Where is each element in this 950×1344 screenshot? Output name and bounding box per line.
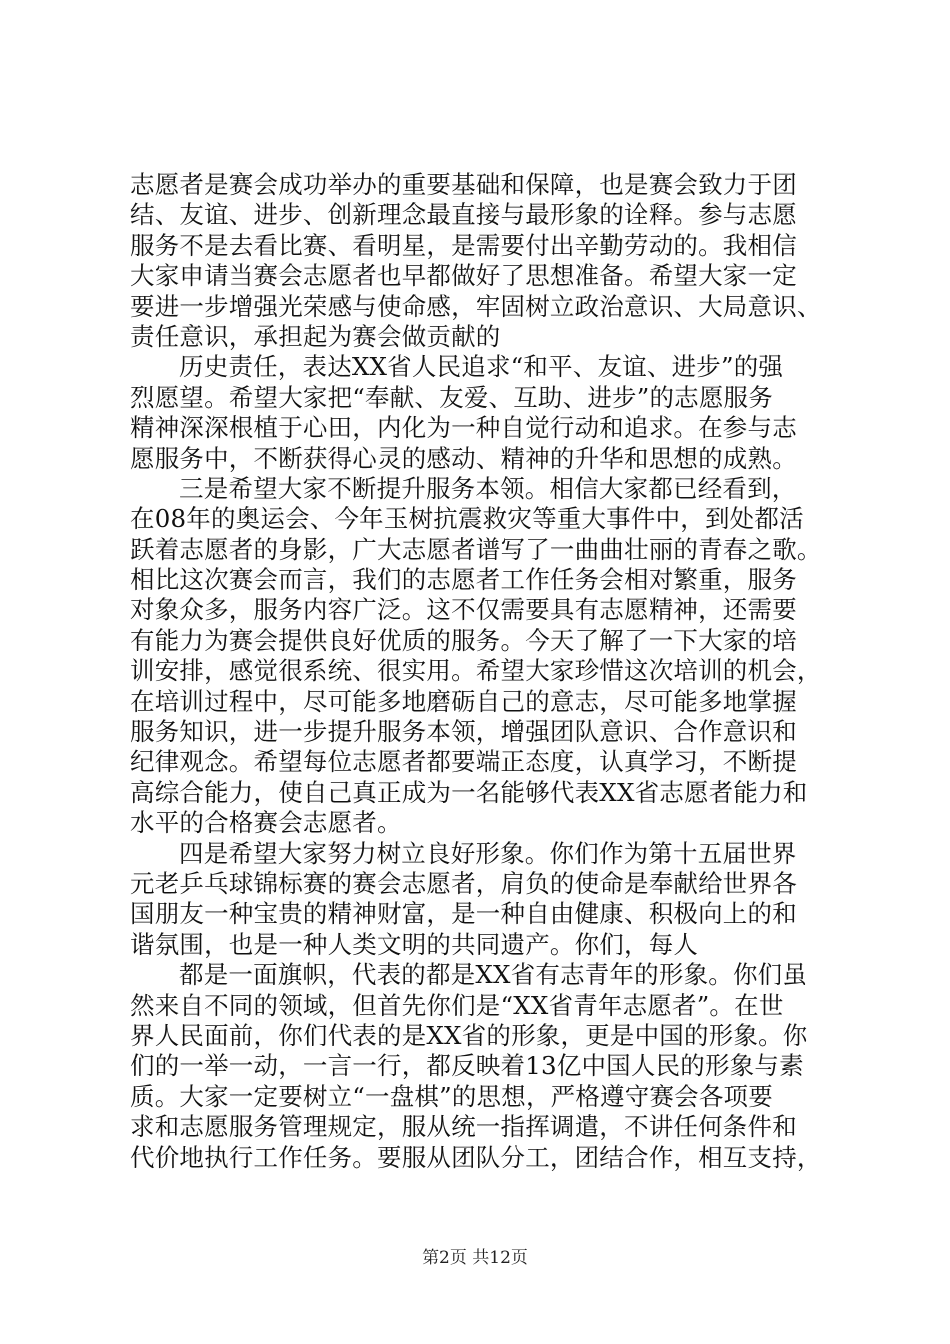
text-line: 代价地执行工作任务。要服从团队分工，团结合作，相互支持， [130,1142,822,1172]
text-line: 高综合能力，使自己真正成为一名能够代表XX省志愿者能力和 [130,777,808,807]
text-line: 精神深深根植于心田，内化为一种自觉行动和追求。在参与志 [130,413,797,443]
text-line: 三是希望大家不断提升服务本领。相信大家都已经看到， [179,473,797,503]
text-line: 纪律观念。希望每位志愿者都要端正态度，认真学习，不断提 [130,747,797,777]
page-number-footer: 第2页 共12页 [422,1248,528,1268]
text-line: 服务知识，进一步提升服务本领，增强团队意识、合作意识和 [130,717,797,747]
text-line: 相比这次赛会而言，我们的志愿者工作任务会相对繁重，服务 [130,565,797,595]
document-body [130,170,830,1173]
text-line: 服务不是去看比赛、看明星，是需要付出辛勤劳动的。我相信 [130,230,797,260]
text-line: 要进一步增强光荣感与使命感，牢固树立政治意识、大局意识、 [130,291,822,321]
text-line: 跃着志愿者的身影，广大志愿者谱写了一曲曲壮丽的青春之歌。 [130,534,822,564]
text-line: 谐氛围，也是一种人类文明的共同遗产。你们，每人 [130,929,699,959]
text-line: 然来自不同的领域，但首先你们是“XX省青年志愿者”。在世 [130,990,784,1020]
text-line: 结、友谊、进步、创新理念最直接与最形象的诠释。参与志愿 [130,200,797,230]
text-line: 界人民面前，你们代表的是XX省的形象，更是中国的形象。你 [130,1020,808,1050]
text-line: 质。大家一定要树立“一盘棋”的思想，严格遵守赛会各项要 [130,1081,773,1111]
text-line: 在培训过程中，尽可能多地磨砺自己的意志，尽可能多地掌握 [130,686,797,716]
text-line: 历史责任，表达XX省人民追求“和平、友谊、进步”的强 [179,352,784,382]
text-line: 求和志愿服务管理规定，服从统一指挥调遣，不讲任何条件和 [130,1112,797,1142]
text-line: 国朋友一种宝贵的精神财富，是一种自由健康、积极向上的和 [130,899,797,929]
text-line: 元老乒乓球锦标赛的赛会志愿者，肩负的使命是奉献给世界各 [130,868,797,898]
text-line: 志愿者是赛会成功举办的重要基础和保障，也是赛会致力于团 [130,170,797,199]
text-line: 对象众多，服务内容广泛。这不仅需要具有志愿精神，还需要 [130,595,797,625]
text-line: 愿服务中，不断获得心灵的感动、精神的升华和思想的成熟。 [130,443,797,473]
text-line: 水平的合格赛会志愿者。 [130,808,402,838]
text-line: 四是希望大家努力树立良好形象。你们作为第十五届世界 [179,838,797,868]
text-line: 都是一面旗帜，代表的都是XX省有志青年的形象。你们虽 [179,960,808,990]
text-line: 们的一举一动，一言一行，都反映着13亿中国人民的形象与素 [130,1051,804,1081]
text-line: 烈愿望。希望大家把“奉献、友爱、互助、进步”的志愿服务 [130,382,773,412]
text-line: 在08年的奥运会、今年玉树抗震救灾等重大事件中，到处都活 [130,504,804,534]
text-line: 责任意识，承担起为赛会做贡献的 [130,321,501,351]
text-line: 有能力为赛会提供良好优质的服务。今天了解了一下大家的培 [130,625,797,655]
text-line: 大家申请当赛会志愿者也早都做好了思想准备。希望大家一定 [130,261,797,291]
text-line: 训安排，感觉很系统、很实用。希望大家珍惜这次培训的机会， [130,656,822,686]
